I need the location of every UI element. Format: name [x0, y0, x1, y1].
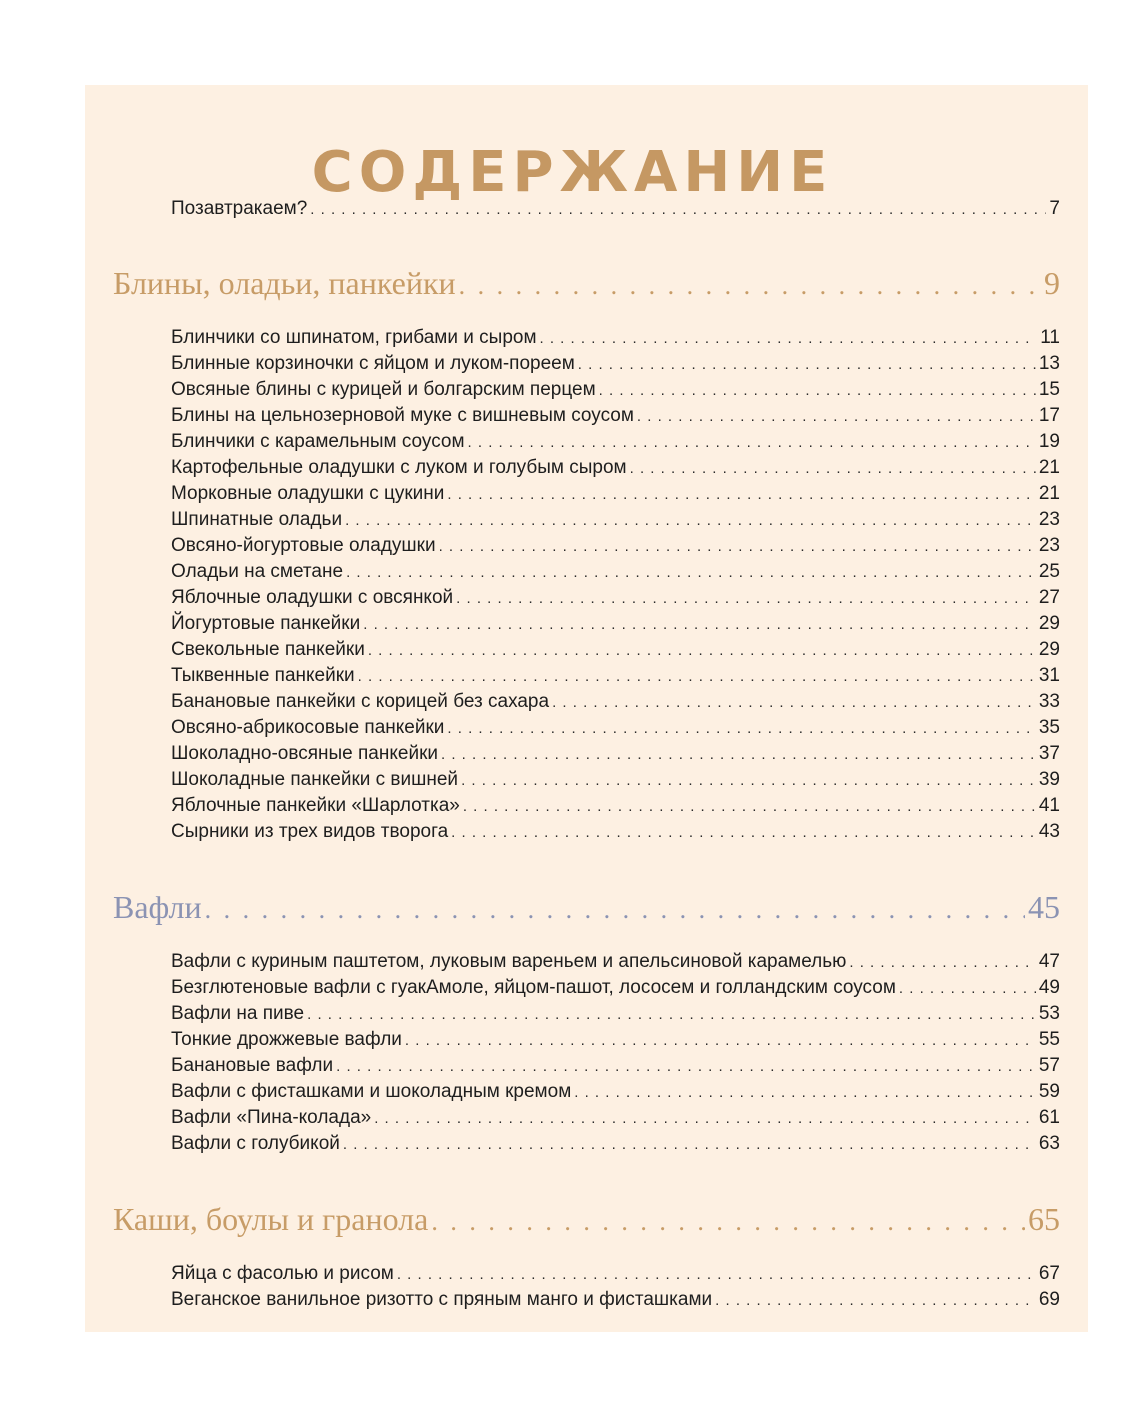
toc-entry-label: Тонкие дрожжевые вафли [171, 1029, 402, 1050]
dot-leader [599, 378, 1036, 404]
toc-entry-label: Яблочные панкейки «Шарлотка» [171, 795, 460, 816]
dot-leader [205, 890, 1025, 930]
toc-page-number: 25 [1038, 561, 1060, 582]
dot-leader [374, 1106, 1036, 1132]
toc-entry-label: Оладьи на сметане [171, 561, 344, 582]
toc-page-number: 69 [1038, 1289, 1060, 1310]
toc-page-number: 11 [1040, 327, 1060, 348]
toc-page-number: 7 [1049, 198, 1060, 219]
toc-page-number: 63 [1038, 1133, 1060, 1154]
toc-page-number: 29 [1038, 639, 1060, 660]
toc-entry-label: Яйца с фасолью и рисом [171, 1263, 394, 1284]
toc-entry-label: Блинчики со шпинатом, грибами и сыром [171, 327, 537, 348]
dot-leader [447, 482, 1035, 508]
toc-entry[interactable] [171, 1027, 1060, 1054]
toc-entry-label: Блинные корзиночки с яйцом и луком-пореем [171, 353, 575, 374]
dot-leader [463, 794, 1036, 820]
toc-entry[interactable] [171, 741, 1060, 768]
toc-entry-label: Свекольные панкейки [171, 639, 365, 660]
toc-entry-label: Позавтракаем? [171, 198, 308, 219]
toc-entry-label: Банановые панкейки с корицей без сахара [171, 691, 550, 712]
toc-page-number: 59 [1038, 1081, 1060, 1102]
toc-entry-label: Яблочные оладушки с овсянкой [171, 587, 454, 608]
toc-page-number: 61 [1038, 1107, 1060, 1128]
toc-entry[interactable] [171, 455, 1060, 482]
toc-entry-label: Вафли с голубикой [171, 1133, 340, 1154]
dot-leader [345, 508, 1036, 534]
toc-entry-label: Банановые вафли [171, 1055, 334, 1076]
toc-page-number: 55 [1038, 1029, 1060, 1050]
toc-entry[interactable] [171, 715, 1060, 742]
toc-page-number: 23 [1038, 535, 1060, 556]
dot-leader [849, 950, 1035, 976]
toc-entry[interactable] [171, 1131, 1060, 1158]
dot-leader [336, 1054, 1036, 1080]
toc-entry[interactable] [171, 403, 1060, 430]
toc-entry-label: Вафли «Пина-колада» [171, 1107, 372, 1128]
toc-entry[interactable] [171, 481, 1060, 508]
toc-entry[interactable] [171, 611, 1060, 638]
dot-leader [358, 664, 1036, 690]
dot-leader [439, 534, 1036, 560]
toc-page-number: 31 [1038, 665, 1060, 686]
dot-leader [459, 266, 1041, 306]
toc-entry-label: Блинчики с карамельным соусом [171, 431, 465, 452]
toc-entry[interactable] [171, 507, 1060, 534]
toc-entry[interactable] [171, 1287, 1060, 1314]
toc-entry[interactable] [171, 351, 1060, 378]
dot-leader [343, 1132, 1036, 1158]
toc-entry[interactable] [171, 559, 1060, 586]
dot-leader [899, 976, 1036, 1002]
toc-entry-label: Шоколадно-овсяные панкейки [171, 743, 438, 764]
section-page-number: 65 [1028, 1201, 1060, 1237]
toc-entry-label: Тыквенные панкейки [171, 665, 355, 686]
toc-entry[interactable] [171, 325, 1060, 352]
toc-page-number: 67 [1038, 1263, 1060, 1284]
toc-page-number: 27 [1038, 587, 1060, 608]
section-page-number: 9 [1044, 265, 1060, 301]
dot-leader [310, 197, 1046, 223]
dot-leader [368, 638, 1036, 664]
toc-entry-label: Йогуртовые панкейки [171, 613, 361, 634]
dot-leader [346, 560, 1036, 586]
toc-entry[interactable] [171, 585, 1060, 612]
toc-entry[interactable] [171, 377, 1060, 404]
toc-entry-intro[interactable] [171, 196, 1060, 223]
dot-leader [397, 1262, 1036, 1288]
toc-page-number: 13 [1038, 353, 1060, 374]
toc-entry-label: Шпинатные оладьи [171, 509, 343, 530]
toc-page-number: 19 [1038, 431, 1060, 452]
toc-page-number: 23 [1038, 509, 1060, 530]
section-heading-kashi[interactable] [113, 1199, 1060, 1242]
dot-leader [456, 586, 1036, 612]
toc-entry-label: Овсяно-йогуртовые оладушки [171, 535, 436, 556]
toc-page-number: 53 [1038, 1003, 1060, 1024]
toc-entry-label: Вафли на пиве [171, 1003, 305, 1024]
dot-leader [307, 1002, 1036, 1028]
dot-leader [441, 742, 1036, 768]
toc-entry[interactable] [171, 793, 1060, 820]
toc-entry-label: Овсяные блины с курицей и болгарским перцем [171, 379, 596, 400]
toc-entry[interactable] [171, 975, 1060, 1002]
toc-page-number: 17 [1038, 405, 1060, 426]
dot-leader [540, 326, 1038, 352]
toc-entry-label: Безглютеновые вафли с гуакАмоле, яйцом-пашот, лососем и голландским соусом [171, 977, 896, 998]
dot-leader [468, 430, 1036, 456]
dot-leader [451, 820, 1036, 846]
toc-entry[interactable] [171, 949, 1060, 976]
dot-leader [461, 768, 1036, 794]
toc-entry[interactable] [171, 1053, 1060, 1080]
toc-entry-label: Вафли с куриным паштетом, луковым вареньем и апельсиновой карамелью [171, 951, 847, 972]
toc-entry[interactable] [171, 689, 1060, 716]
dot-leader [431, 1202, 1025, 1242]
dot-leader [630, 456, 1036, 482]
toc-entry-label: Овсяно-абрикосовые панкейки [171, 717, 445, 738]
section-heading-blini[interactable] [113, 263, 1060, 306]
toc-entry-label: Блины на цельнозерновой муке с вишневым соусом [171, 405, 634, 426]
section-heading-vafli[interactable] [113, 887, 1060, 930]
toc-page-number: 47 [1038, 951, 1060, 972]
dot-leader [578, 352, 1036, 378]
toc-entry-label: Веганское ванильное ризотто с пряным манго и фисташками [171, 1289, 713, 1310]
dot-leader [405, 1028, 1036, 1054]
toc-entry-label: Вафли с фисташками и шоколадным кремом [171, 1081, 572, 1102]
dot-leader [715, 1288, 1036, 1314]
toc-page-number: 15 [1038, 379, 1060, 400]
toc-page-number: 57 [1038, 1055, 1060, 1076]
toc-page-number: 29 [1038, 613, 1060, 634]
section-title: Каши, боулы и гранола [113, 1201, 429, 1237]
toc-page-number: 21 [1038, 483, 1060, 504]
toc-entry[interactable] [171, 819, 1060, 846]
toc-entry[interactable] [171, 663, 1060, 690]
dot-leader [363, 612, 1036, 638]
dot-leader [552, 690, 1036, 716]
toc-page-number: 39 [1038, 769, 1060, 790]
toc-page-number: 41 [1038, 795, 1060, 816]
dot-leader [637, 404, 1036, 430]
toc-entry[interactable] [171, 533, 1060, 560]
toc-entry-label: Морковные оладушки с цукини [171, 483, 445, 504]
toc-entry[interactable] [171, 1261, 1060, 1288]
toc-page-number: 43 [1038, 821, 1060, 842]
toc-page-number: 37 [1038, 743, 1060, 764]
page-title: СОДЕРЖАНИЕ [311, 139, 834, 205]
section-page-number: 45 [1028, 889, 1060, 925]
toc-entry[interactable] [171, 1079, 1060, 1106]
toc-page-number: 33 [1038, 691, 1060, 712]
toc-entry[interactable] [171, 767, 1060, 794]
toc-entry[interactable] [171, 1001, 1060, 1028]
toc-entry[interactable] [171, 637, 1060, 664]
toc-entry-label: Сырники из трех видов творога [171, 821, 449, 842]
toc-entry[interactable] [171, 429, 1060, 456]
toc-page-number: 35 [1038, 717, 1060, 738]
dot-leader [574, 1080, 1036, 1106]
dot-leader [447, 716, 1035, 742]
section-title: Блины, оладьи, панкейки [113, 265, 456, 301]
toc-page-number: 21 [1038, 457, 1060, 478]
section-title: Вафли [113, 889, 202, 925]
toc-entry-label: Картофельные оладушки с луком и голубым сыром [171, 457, 627, 478]
toc-entry-label: Шоколадные панкейки с вишней [171, 769, 459, 790]
toc-entry[interactable] [171, 1105, 1060, 1132]
toc-page-number: 49 [1038, 977, 1060, 998]
